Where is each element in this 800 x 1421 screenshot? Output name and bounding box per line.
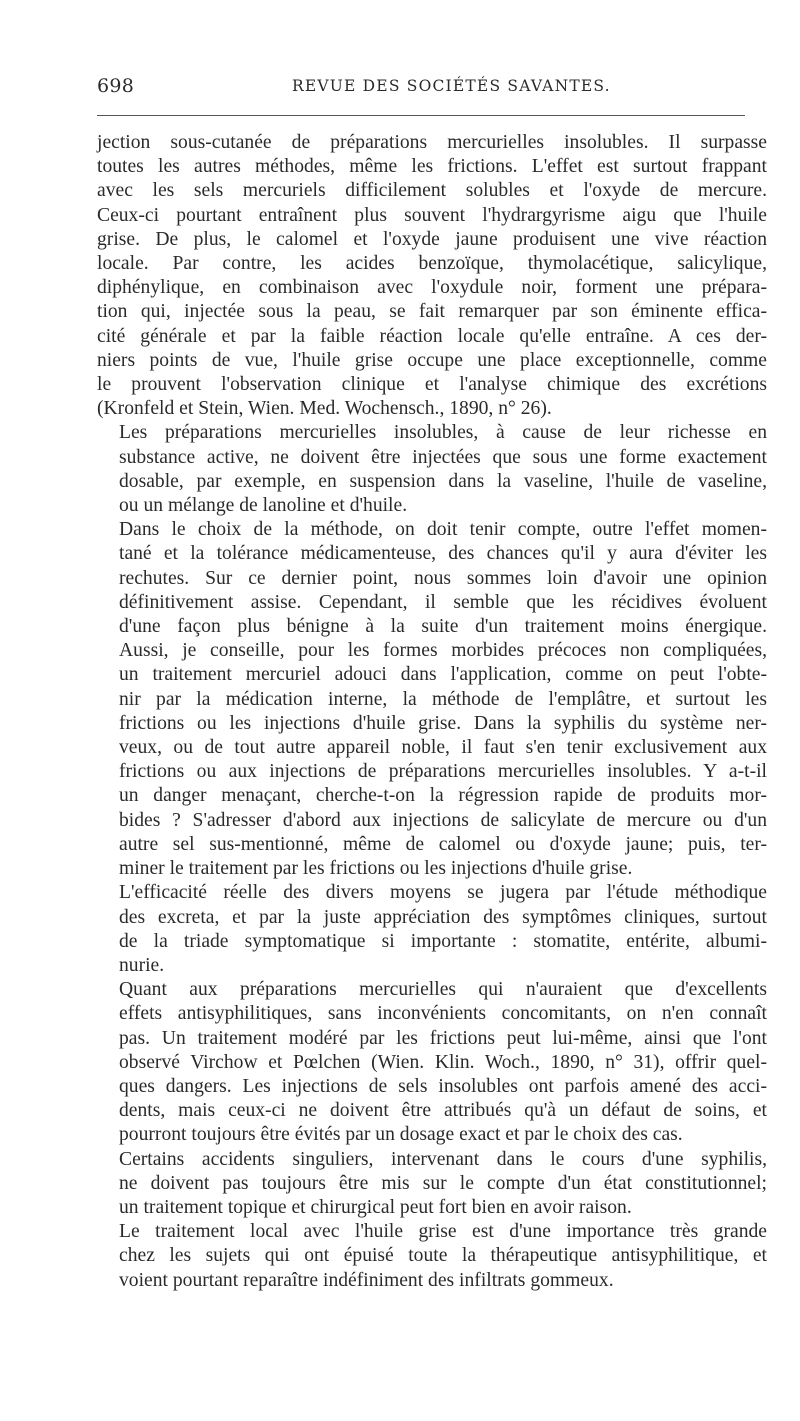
text-line: voient pourtant reparaître indéfiniment des infiltrats gommeux.	[119, 1269, 614, 1291]
text-line: autre sel sus-mentionné, même de calomel ou d'oxyde jaune; puis, ter-	[119, 833, 767, 855]
header-rule	[97, 115, 745, 116]
paragraph	[97, 978, 767, 1147]
text-line: un danger menaçant, cherche-t-on la régression rapide de produits mor-	[119, 785, 767, 807]
text-line: veux, ou de tout autre appareil noble, il faut s'en tenir exclusivement aux	[119, 737, 767, 759]
text-line: frictions ou les injections d'huile grise. Dans la syphilis du système ner-	[119, 712, 767, 734]
text-line: chez les sujets qui ont épuisé toute la thérapeutique antisyphilitique, et	[119, 1245, 767, 1267]
paragraph	[97, 518, 767, 881]
paragraph	[97, 1220, 767, 1293]
text-line: définitivement assise. Cependant, il semble que les récidives évoluent	[119, 591, 767, 613]
text-line: dosable, par exemple, en suspension dans la vaseline, l'huile de vaseline,	[119, 470, 767, 492]
text-line: cité générale et par la faible réaction locale qu'elle entraîne. A ces der-	[97, 325, 767, 347]
text-line: un traitement topique et chirurgical peut fort bien en avoir raison.	[119, 1196, 632, 1218]
text-line: pas. Un traitement modéré par les frictions peut lui-même, ainsi que l'ont	[119, 1027, 767, 1049]
text-line: rechutes. Sur ce dernier point, nous sommes loin d'avoir une opinion	[119, 567, 767, 589]
page-number: 698	[97, 75, 135, 97]
text-line: Certains accidents singuliers, intervenant dans le cours d'une syphilis,	[119, 1148, 767, 1170]
text-line: (Kronfeld et Stein, Wien. Med. Wochensch., 1890, n° 26).	[97, 398, 552, 420]
text-line: le prouvent l'observation clinique et l'analyse chimique des excrétions	[97, 374, 767, 396]
running-title: REVUE DES SOCIÉTÉS SAVANTES.	[292, 77, 611, 95]
text-line: dents, mais ceux-ci ne doivent être attribués qu'à un défaut de soins, et	[119, 1100, 767, 1122]
text-line: nir par la médication interne, la méthode de l'emplâtre, et surtout les	[119, 688, 767, 710]
paragraph	[97, 881, 767, 978]
text-line: toutes les autres méthodes, même les frictions. L'effet est surtout frappant	[97, 156, 767, 178]
paragraph	[97, 1148, 767, 1221]
text-line: miner le traitement par les frictions ou les injections d'huile grise.	[119, 858, 633, 880]
text-line: Le traitement local avec l'huile grise est d'une importance très grande	[119, 1221, 767, 1243]
text-line: diphénylique, en combinaison avec l'oxydule noir, forment une prépara-	[97, 277, 767, 299]
text-line: ques dangers. Les injections de sels insolubles ont parfois amené des acci-	[119, 1075, 767, 1097]
text-line: Ceux-ci pourtant entraînent plus souvent l'hydrargyrisme aigu que l'huile	[97, 204, 767, 226]
text-line: locale. Par contre, les acides benzoïque, thymolacétique, salicylique,	[97, 253, 767, 275]
page-header	[97, 75, 745, 103]
text-line: nurie.	[119, 954, 165, 976]
text-line: Dans le choix de la méthode, on doit tenir compte, outre l'effet momen-	[119, 519, 767, 541]
text-line: des excreta, et par la juste appréciation des symptômes cliniques, surtout	[119, 906, 767, 928]
text-line: avec les sels mercuriels difficilement solubles et l'oxyde de mercure.	[97, 180, 767, 202]
paragraph	[97, 131, 767, 421]
text-line: ne doivent pas toujours être mis sur le compte d'un état constitutionnel;	[119, 1172, 767, 1194]
text-line: frictions ou aux injections de préparations mercurielles insolubles. Y a-t-il	[119, 761, 767, 783]
text-line: bides ? S'adresser d'abord aux injections de salicylate de mercure ou d'un	[119, 809, 767, 831]
text-line: observé Virchow et Pœlchen (Wien. Klin. Woch., 1890, n° 31), offrir quel-	[119, 1051, 767, 1073]
text-line: effets antisyphilitiques, sans inconvénients concomitants, on n'en connaît	[119, 1003, 767, 1025]
text-line: ou un mélange de lanoline et d'huile.	[119, 495, 408, 517]
text-line: un traitement mercuriel adouci dans l'application, comme on peut l'obte-	[119, 664, 767, 686]
text-line: d'une façon plus bénigne à la suite d'un traitement moins énergique.	[119, 616, 767, 638]
text-line: L'efficacité réelle des divers moyens se jugera par l'étude méthodique	[119, 882, 767, 904]
text-line: de la triade symptomatique si importante : stomatite, entérite, albumi-	[119, 930, 767, 952]
text-line: tion qui, injectée sous la peau, se fait remarquer par son éminente effica-	[97, 301, 767, 323]
text-line: grise. De plus, le calomel et l'oxyde jaune produisent une vive réaction	[97, 228, 767, 250]
text-line: tané et la tolérance médicamenteuse, des chances qu'il y aura d'éviter les	[119, 543, 767, 565]
text-line: Quant aux préparations mercurielles qui n'auraient que d'excellents	[119, 979, 767, 1001]
paragraph	[97, 421, 767, 518]
text-line: jection sous-cutanée de préparations mercurielles insolubles. Il surpasse	[97, 132, 767, 153]
text-line: Les préparations mercurielles insolubles, à cause de leur richesse en	[119, 422, 767, 444]
text-line: Aussi, je conseille, pour les formes morbides précoces non compliquées,	[119, 640, 767, 662]
text-line: niers points de vue, l'huile grise occupe une place exceptionnelle, comme	[97, 349, 767, 371]
body-text	[97, 131, 767, 1293]
text-line: substance active, ne doivent être injectées que sous une forme exactement	[119, 446, 767, 468]
text-line: pourront toujours être évités par un dosage exact et par le choix des cas.	[119, 1124, 683, 1146]
